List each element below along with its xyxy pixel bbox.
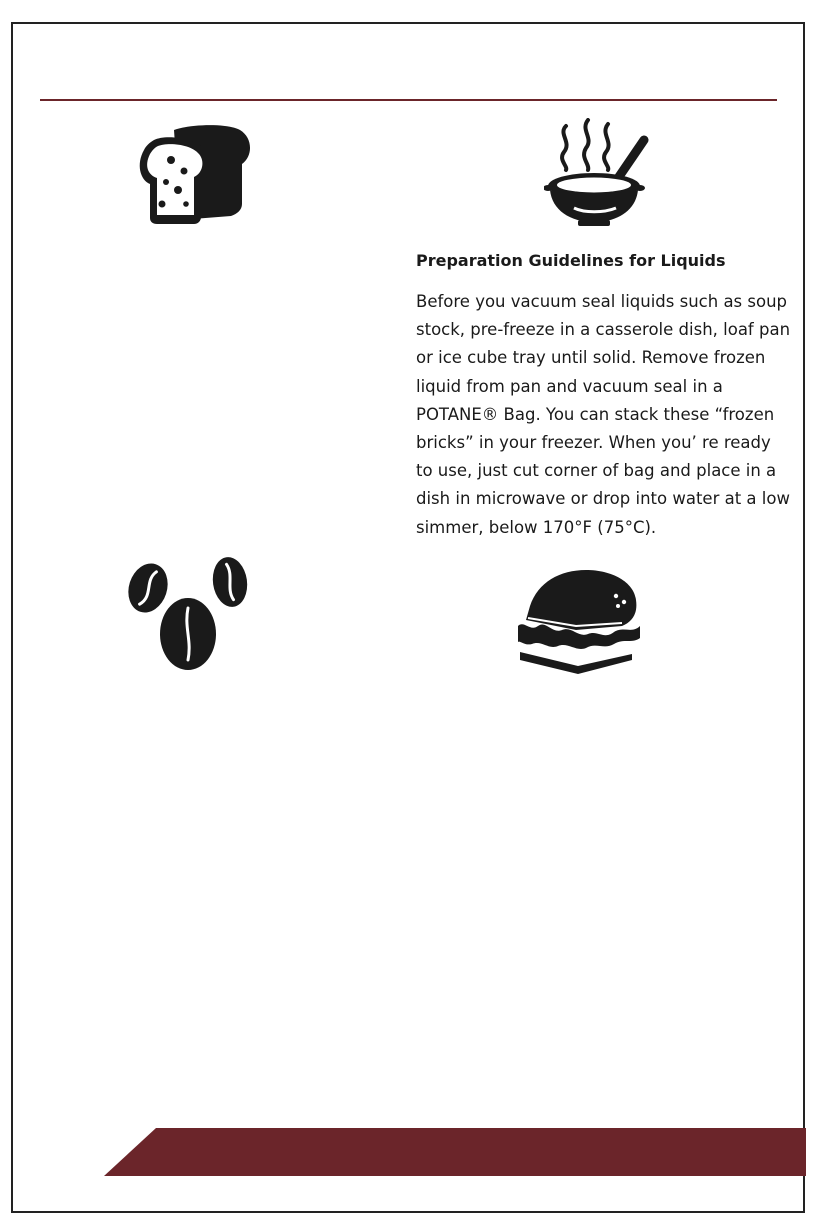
body-line: dish in microwave or drop into water at a low <box>416 489 790 509</box>
sandwich-icon <box>514 568 644 678</box>
bread-loaf-icon <box>136 124 252 224</box>
body-line: to use, just cut corner of bag and place in a <box>416 461 777 481</box>
soup-bowl-icon <box>544 118 654 230</box>
coffee-beans-icon <box>124 554 252 672</box>
section-body <box>416 288 796 542</box>
body-line: liquid from pan and vacuum seal in a <box>416 376 723 396</box>
body-line: POTANE® Bag. You can stack these “frozen <box>416 404 775 424</box>
footer-band-shape <box>104 1128 806 1176</box>
body-line: stock, pre-freeze in a casserole dish, loaf pan <box>416 320 791 340</box>
footer-band <box>104 1128 806 1176</box>
header-rule <box>40 99 777 101</box>
body-line: Before you vacuum seal liquids such as soup <box>416 292 788 311</box>
section-heading: Preparation Guidelines for Liquids <box>416 251 726 270</box>
body-line: or ice cube tray until solid. Remove frozen <box>416 348 766 368</box>
body-line: bricks” in your freezer. When you’ re ready <box>416 433 771 453</box>
body-line: simmer, below 170°F (75°C). <box>416 517 657 537</box>
liquids-guidelines-section <box>416 248 796 542</box>
